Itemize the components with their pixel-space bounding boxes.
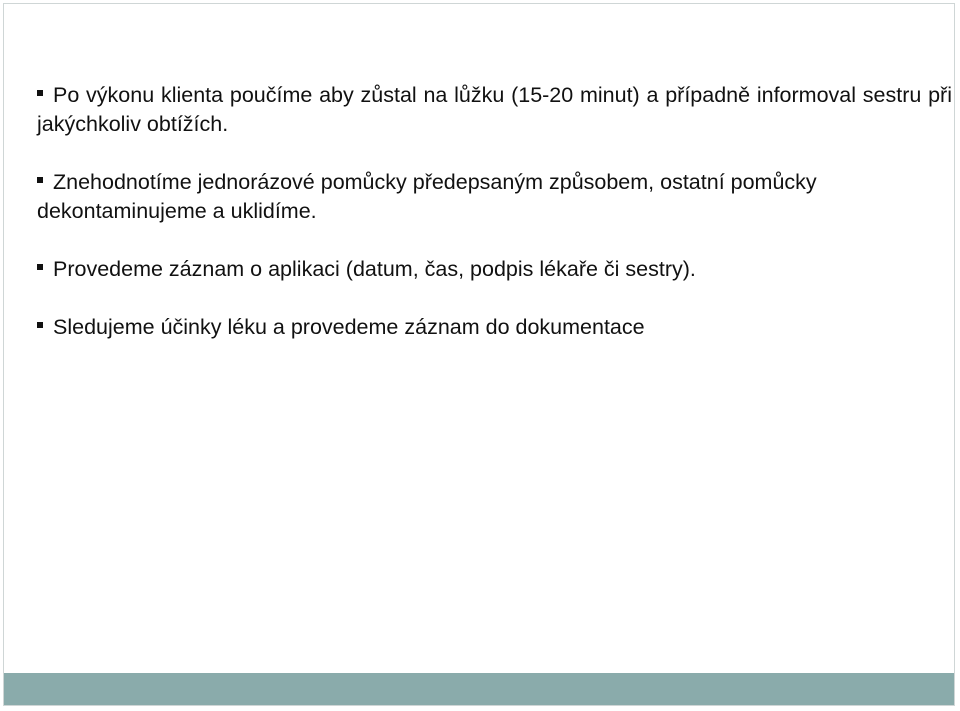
bullet-item xyxy=(37,168,952,226)
bullet-item xyxy=(37,255,952,284)
bullet-item xyxy=(37,81,952,139)
bullet-text: Znehodnotíme jednorázové pomůcky předepsaným způsobem, ostatní pomůcky dekontaminujeme a uklidíme. xyxy=(37,170,817,223)
bullet-text: Po výkonu klienta poučíme aby zůstal na lůžku (15-20 minut) a případně informoval sestru při jakýchkoliv obtížích. xyxy=(37,83,952,136)
slide-content xyxy=(37,81,952,371)
square-bullet-icon xyxy=(37,322,43,328)
square-bullet-icon xyxy=(37,177,43,183)
bullet-item xyxy=(37,313,952,342)
slide xyxy=(3,3,955,706)
bullet-text: Sledujeme účinky léku a provedeme záznam do dokumentace xyxy=(53,315,645,339)
bullet-text: Provedeme záznam o aplikaci (datum, čas, podpis lékaře či sestry). xyxy=(53,257,696,281)
square-bullet-icon xyxy=(37,90,43,96)
square-bullet-icon xyxy=(37,264,43,270)
footer-bar xyxy=(4,673,954,705)
